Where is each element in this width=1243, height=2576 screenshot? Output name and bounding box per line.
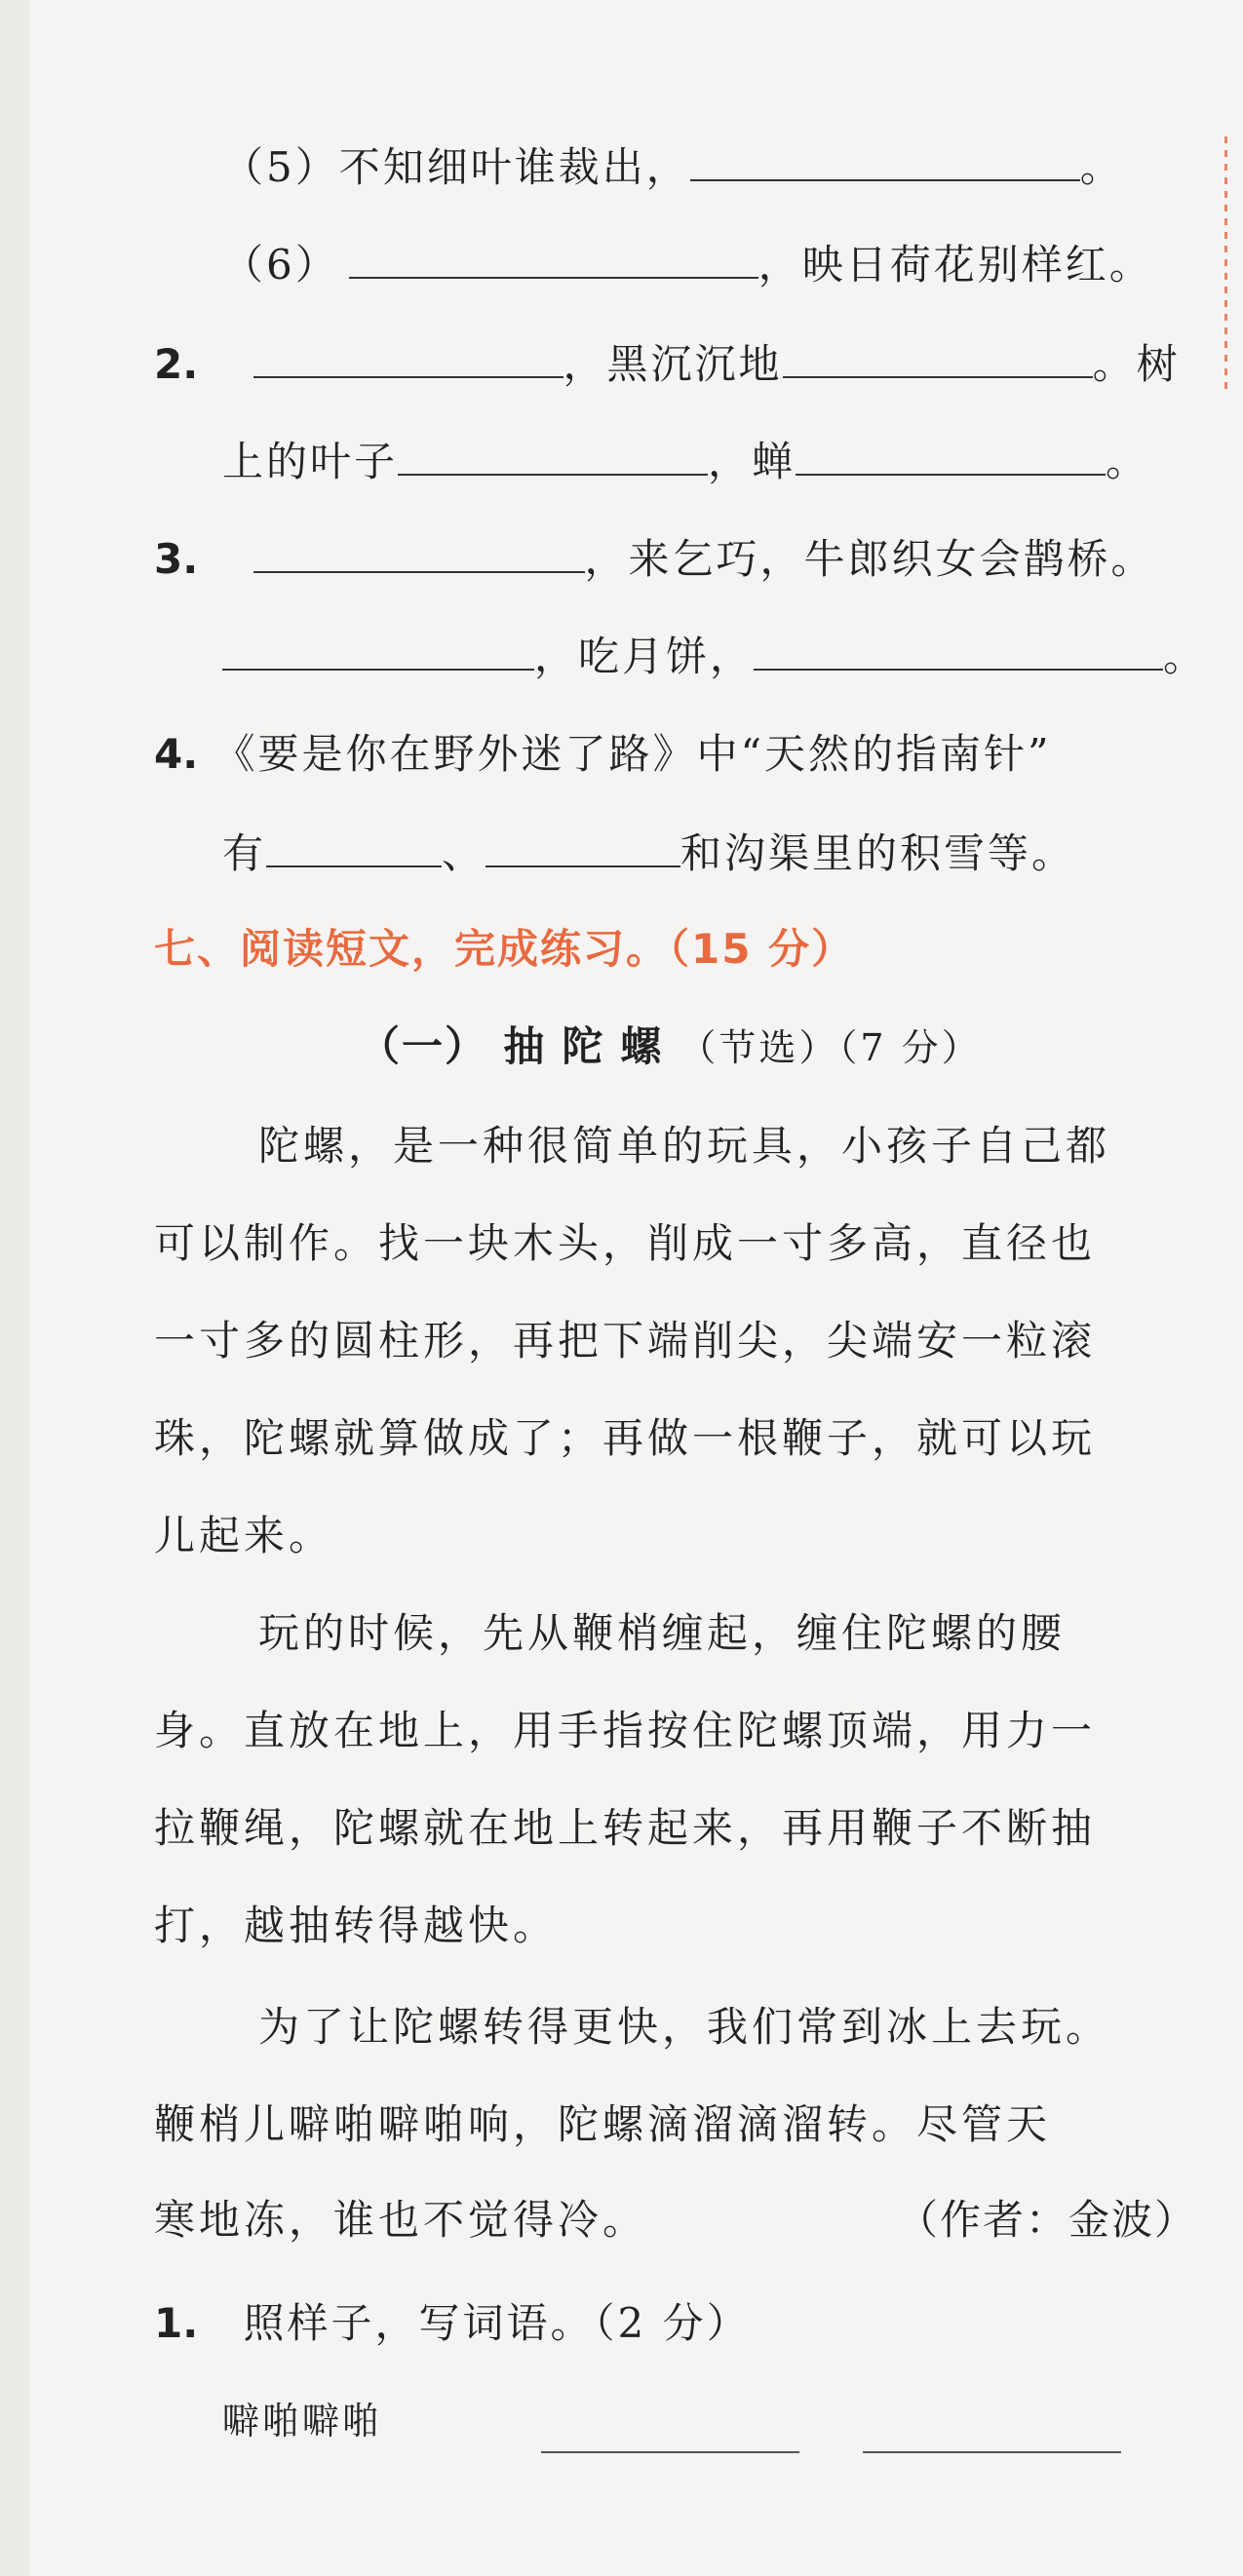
q5-blank[interactable] [690,136,1080,181]
q3-blank-1[interactable] [253,528,585,573]
q5-text: （5）不知细叶谁裁出， [222,143,690,191]
q2-blank-1[interactable] [253,333,563,378]
margin-dashed-line [1224,136,1227,390]
exercise-1: 1. 照样子，写词语。（2 分） [154,2299,751,2347]
passage-line: 儿起来。 [154,1512,334,1559]
q4-blank-1[interactable] [266,823,442,867]
question-2-line2: 上的叶子 ，蝉 。 [222,431,1149,491]
question-6: （6） ，映日荷花别样红。 [222,234,1153,294]
passage-line: 为了让陀螺转得更快，我们常到冰上去玩。 [258,2003,1111,2051]
question-3-line1: 3. ，来乞巧，牛郎织女会鹊桥。 [154,528,1155,589]
exercise-1-blank-1[interactable] [541,2451,799,2453]
passage-line: 鞭梢儿噼啪噼啪响，陀螺滴溜滴溜转。尽管天 [154,2100,1052,2148]
question-4-line1: 4. 《要是你在野外迷了路》中“天然的指南针” [154,730,1052,778]
passage-line: 一寸多的圆柱形，再把下端削尖，尖端安一粒滚 [154,1317,1097,1365]
q2-blank-4[interactable] [796,431,1106,476]
q2-blank-2[interactable] [783,333,1093,378]
question-4-line2: 有 、 和沟渠里的积雪等。 [222,823,1075,883]
exercise-1-blank-2[interactable] [863,2451,1121,2453]
question-2-line1: 2. ，黑沉沉地 。树 [154,333,1181,394]
passage-line: 打，越抽转得越快。 [154,1902,559,1949]
passage-line: 可以制作。找一块木头，削成一寸多高，直径也 [154,1219,1097,1267]
page-edge [0,0,29,2576]
passage-line: 珠，陀螺就算做成了；再做一根鞭子，就可以玩 [154,1414,1097,1462]
q6-text: ，映日荷花别样红。 [757,241,1153,288]
q6-blank[interactable] [349,234,758,279]
author-credit: （作者：金波） [897,2196,1198,2244]
q3-blank-3[interactable] [754,626,1163,671]
passage-line: 陀螺，是一种很简单的玩具，小孩子自己都 [258,1122,1111,1170]
passage-line: 拉鞭绳，陀螺就在地上转起来，再用鞭子不断抽 [154,1804,1097,1852]
question-5: （5）不知细叶谁裁出， 。 [222,136,1124,197]
q3-blank-2[interactable] [222,626,534,671]
passage-title: （一） 抽陀螺（节选）（7 分） [359,1022,982,1070]
q2-blank-3[interactable] [398,431,708,476]
passage-line: 玩的时候，先从鞭梢缠起，缠住陀螺的腰 [258,1609,1067,1657]
passage-line: 身。直放在地上，用手指按住陀螺顶端，用力一 [154,1707,1097,1754]
exercise-1-example: 噼啪噼啪 [222,2400,383,2442]
passage-line: 寒地冻，谁也不觉得冷。 [154,2196,648,2244]
question-3-line2: ，吃月饼， 。 [222,626,1207,686]
q4-blank-2[interactable] [486,823,680,867]
section-heading: 七、阅读短文，完成练习。（15 分） [154,925,855,973]
